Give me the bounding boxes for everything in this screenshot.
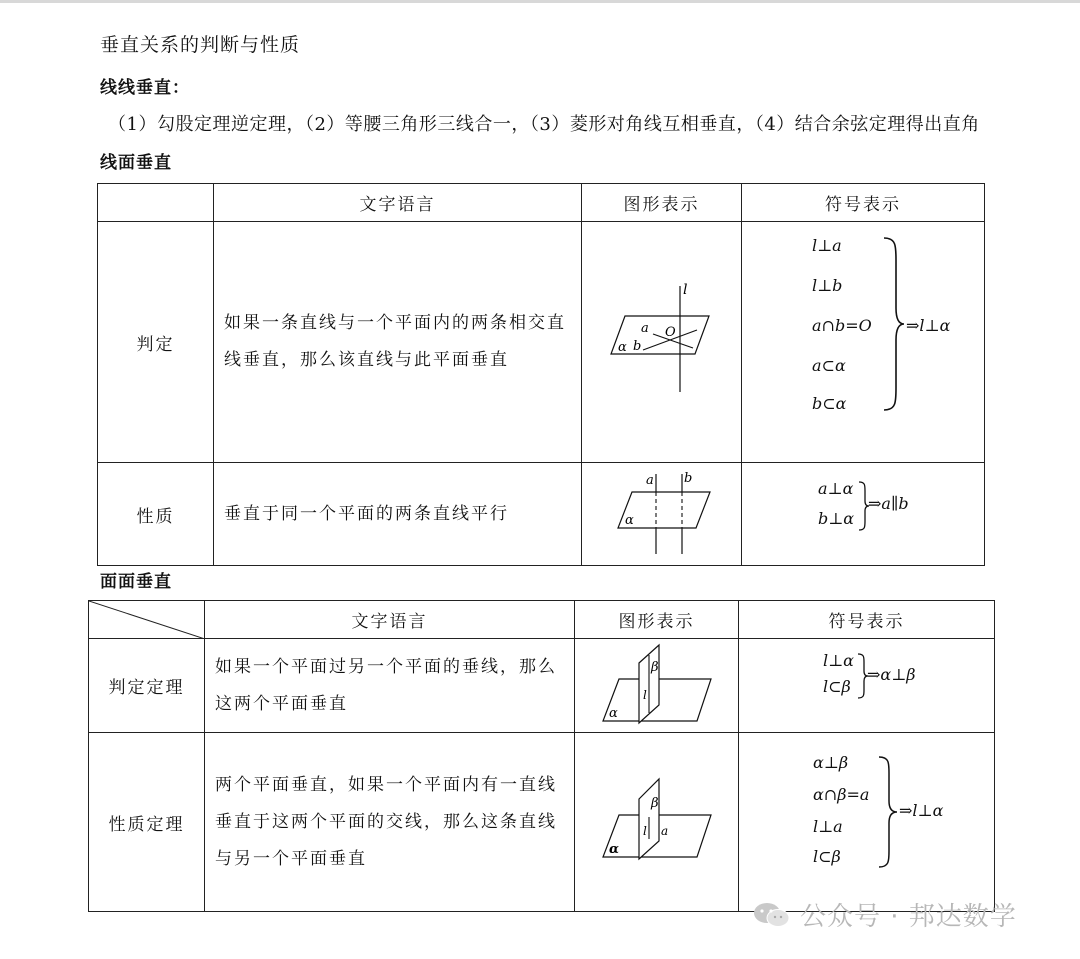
symbol-line: a∩b=O [812, 316, 872, 335]
symbol-conclusion: ⇒a∥b [868, 494, 909, 513]
table2-row-property-symbols [739, 733, 995, 912]
watermark-text: 公众号 · 邦达数学 [800, 902, 1017, 932]
symbol-conclusion: ⇒l⊥α [899, 801, 944, 820]
page-title: 垂直关系的判断与性质 [100, 34, 301, 56]
section-heading-line-plane: 线面垂直 [100, 153, 172, 173]
fig-label-beta: β [650, 659, 659, 675]
fig-label-o: O [664, 325, 676, 340]
fig-label-a: a [660, 824, 668, 838]
symbol-line: a⊥α [818, 479, 854, 498]
table1-row-judgement-label: 判定 [98, 222, 214, 463]
diagonal-slash-icon [89, 601, 205, 639]
symbol-line: b⊂α [812, 394, 847, 413]
table2-row-theorem-text: 如果一个平面过另一个平面的垂线，那么这两个平面垂直 [205, 639, 575, 733]
symbol-line: l⊥b [812, 276, 843, 295]
fig-label-alpha: α [617, 340, 627, 355]
fig-label-l: l [642, 824, 647, 838]
table1-header-text: 文字语言 [214, 184, 582, 222]
table1-row-judgement-text: 如果一条直线与一个平面内的两条相交直线垂直，那么该直线与此平面垂直 [214, 222, 582, 463]
perpendicular-planes-property-diagram [599, 777, 715, 867]
fig-label-b: b [632, 339, 641, 354]
table2-header-symbol: 符号表示 [739, 601, 995, 639]
fig-label-beta: β [650, 796, 659, 811]
table1-row-property-figure [582, 463, 742, 566]
symbol-line: α⊥β [813, 753, 849, 772]
table2-row-property-label: 性质定理 [89, 733, 205, 912]
symbol-line: l⊥a [812, 236, 842, 255]
parallel-perpendicular-lines-diagram [612, 472, 712, 556]
fig-label-alpha: α [608, 705, 618, 721]
table2-row-property-figure [575, 733, 739, 912]
table1-row-property-text: 垂直于同一个平面的两条直线平行 [214, 463, 582, 566]
symbol-conclusion: ⇒l⊥α [906, 316, 951, 335]
table2-row-theorem-symbols [739, 639, 995, 733]
line-perpendicular-plane-diagram [607, 282, 717, 402]
table1-row-judgement-symbols [742, 222, 985, 463]
table1-header-symbol: 符号表示 [742, 184, 985, 222]
wechat-logo-icon [752, 900, 792, 930]
table2-header-diagonal [89, 601, 205, 639]
fig-label-a: a [645, 473, 654, 488]
symbol-line: α∩β=a [813, 785, 870, 804]
table2-header-text: 文字语言 [205, 601, 575, 639]
right-brace-icon [877, 755, 899, 869]
table2-row-theorem-label: 判定定理 [89, 639, 205, 733]
line-plane-table [97, 183, 985, 566]
right-brace-icon [882, 236, 906, 412]
page-top-border [0, 0, 1080, 3]
symbol-line: l⊥a [813, 817, 843, 836]
fig-label-l: l [642, 687, 647, 702]
fig-label-alpha: α [624, 513, 634, 528]
fig-label-b: b [683, 472, 692, 486]
fig-label-alpha: α [608, 842, 619, 857]
symbol-line: a⊂α [812, 356, 846, 375]
table1-header-figure: 图形表示 [582, 184, 742, 222]
plane-plane-table [88, 600, 995, 912]
fig-label-a: a [640, 321, 649, 336]
table1-row-judgement-figure [582, 222, 742, 463]
watermark [752, 896, 1017, 933]
section-heading-line-line: 线线垂直： [100, 78, 190, 98]
symbol-line: l⊂β [823, 677, 851, 696]
symbol-line: l⊥α [823, 651, 854, 670]
table1-row-property-label: 性质 [98, 463, 214, 566]
table2-row-theorem-figure [575, 639, 739, 733]
perpendicular-planes-diagram [599, 643, 715, 729]
section-heading-plane-plane: 面面垂直 [100, 572, 172, 592]
symbol-line: b⊥α [818, 509, 855, 528]
symbol-conclusion: ⇒α⊥β [867, 665, 916, 684]
table2-row-property-text: 两个平面垂直，如果一个平面内有一直线垂直于这两个平面的交线，那么这条直线与另一个平面垂直 [205, 733, 575, 912]
fig-label-l: l [682, 282, 687, 298]
table1-row-property-symbols [742, 463, 985, 566]
section-paragraph-line-line: （1）勾股定理逆定理，（2）等腰三角形三线合一，（3）菱形对角线互相垂直，（4）结合余弦定理得出直角 [108, 114, 980, 135]
symbol-line: l⊂β [813, 847, 841, 866]
table2-header-figure: 图形表示 [575, 601, 739, 639]
table1-header-blank [98, 184, 214, 222]
